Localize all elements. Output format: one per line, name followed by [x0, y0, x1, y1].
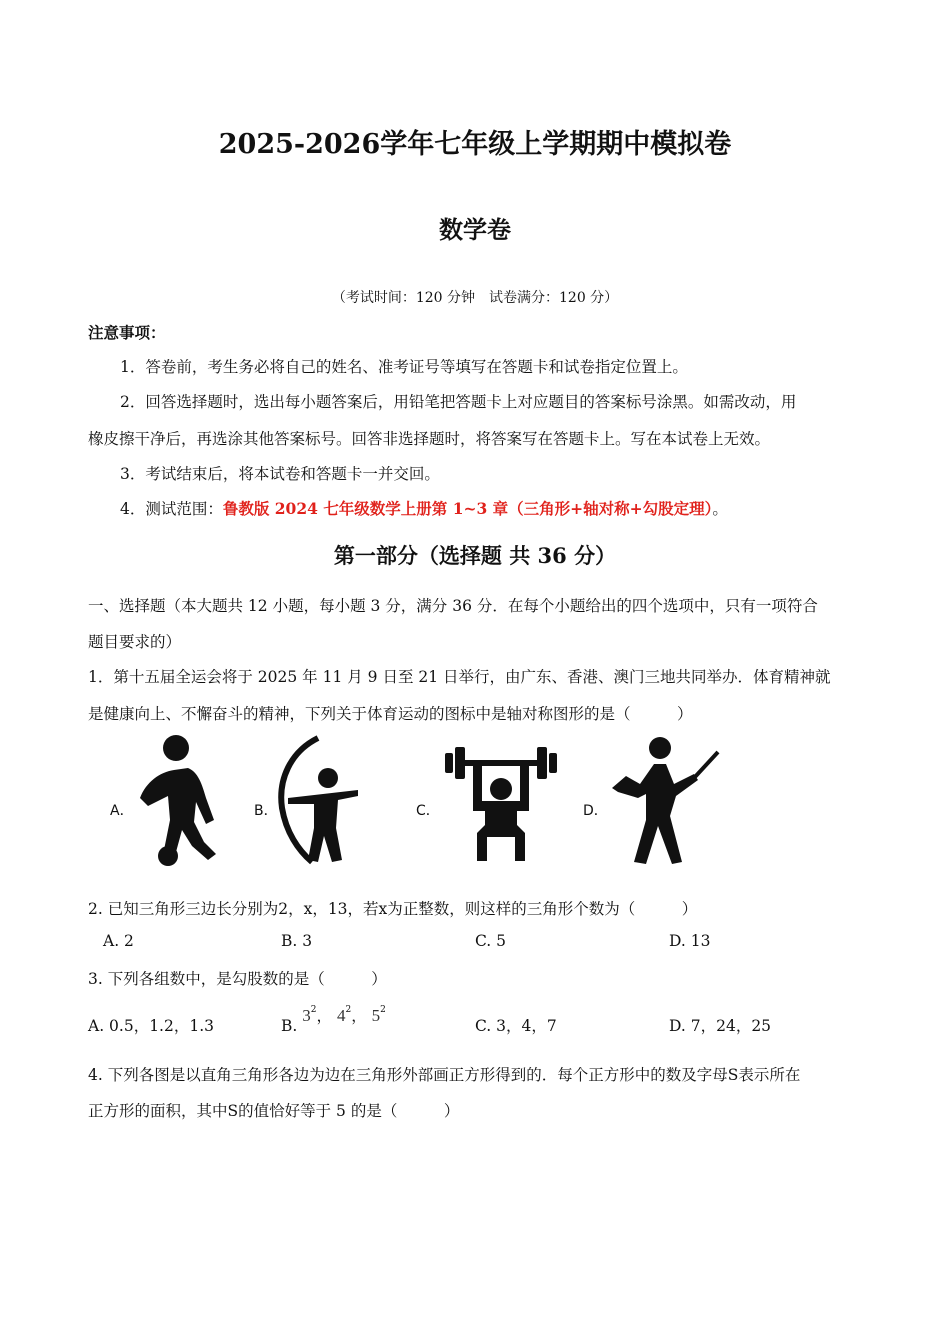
note-4-suffix: 。: [712, 500, 728, 518]
part1-title: 第一部分（选择题 共 36 分）: [333, 543, 617, 568]
q3-term-4: 4: [336, 1006, 346, 1025]
q1-stem-line2: 是健康向上、不懈奋斗的精神，下列关于体育运动的图标中是轴对称图形的是（ ）: [88, 705, 693, 723]
q1-option-a-label: A．: [110, 803, 134, 819]
q3-option-d: D. 7，24，25: [669, 1017, 772, 1035]
exam-meta: （考试时间：120 分钟 试卷满分：120 分）: [331, 290, 619, 306]
q1-option-c-label: C．: [416, 803, 440, 819]
part1-instructions-b: 题目要求的）: [88, 633, 182, 651]
note-4-prefix: 4．测试范围：: [120, 500, 223, 518]
q3-option-a: A. 0.5，1.2，1.3: [88, 1017, 214, 1035]
exam-subtitle: 数学卷: [439, 215, 511, 244]
q3-term-5: 5: [371, 1006, 381, 1025]
q3-option-c: C. 3，4，7: [475, 1017, 557, 1035]
q1-option-b-label: B．: [254, 803, 278, 819]
q2-option-a: A. 2: [103, 932, 134, 950]
q1-option-d-label: D．: [583, 803, 608, 819]
note-2a: 2．回答选择题时，选出每小题答案后，用铅笔把答题卡上对应题目的答案标号涂黑。如需改动，用: [120, 393, 797, 411]
fencing-icon: [604, 732, 724, 867]
q3-term-3: 3: [302, 1006, 311, 1025]
note-2b: 橡皮擦干净后，再选涂其他答案标号。回答非选择题时，将答案写在答题卡上。写在本试卷上无效。: [88, 430, 771, 448]
note-1: 1．答卷前，考生务必将自己的姓名、准考证号等填写在答题卡和试卷指定位置上。: [120, 358, 688, 376]
test-range: 鲁教版 2024 七年级数学上册第 1~3 章（三角形+轴对称+勾股定理）: [222, 499, 713, 518]
q3-stem: 3. 下列各组数中，是勾股数的是（ ）: [88, 970, 387, 988]
soccer-icon: [132, 732, 224, 867]
notes-heading: 注意事项：: [88, 323, 166, 342]
q3-option-b: B. $3^2$， $4^2$， $5^2$: [281, 1005, 386, 1035]
q2-option-b: B. 3: [281, 932, 313, 950]
archery-icon: [272, 732, 364, 867]
note-3: 3．考试结束后，将本试卷和答题卡一并交回。: [120, 465, 440, 483]
part1-instructions-a: 一、选择题（本大题共 12 小题，每小题 3 分，满分 36 分．在每个小题给出的四个选项中，只有一项符合: [88, 597, 818, 615]
weightlifting-icon: [445, 745, 557, 863]
q2-option-c: C. 5: [475, 932, 507, 950]
q4-stem-line1: 4. 下列各图是以直角三角形各边为边在三角形外部画正方形得到的．每个正方形中的数及字母S表示所在: [88, 1066, 801, 1084]
q4-stem-line2: 正方形的面积，其中S的值恰好等于 5 的是（ ）: [88, 1102, 460, 1120]
q2-option-d: D. 13: [669, 932, 711, 950]
exam-title: 2025-2026学年七年级上学期期中模拟卷: [218, 129, 732, 160]
q2-stem: 2. 已知三角形三边长分别为2，x，13，若x为正整数，则这样的三角形个数为（ ）: [88, 900, 698, 918]
q1-stem-line1: 1．第十五届全运会将于 2025 年 11 月 9 日至 21 日举行，由广东、香港、澳门三地共同举办．体育精神就: [88, 668, 831, 686]
note-4: [120, 497, 728, 519]
q3-option-b-letter: B.: [281, 1017, 298, 1035]
